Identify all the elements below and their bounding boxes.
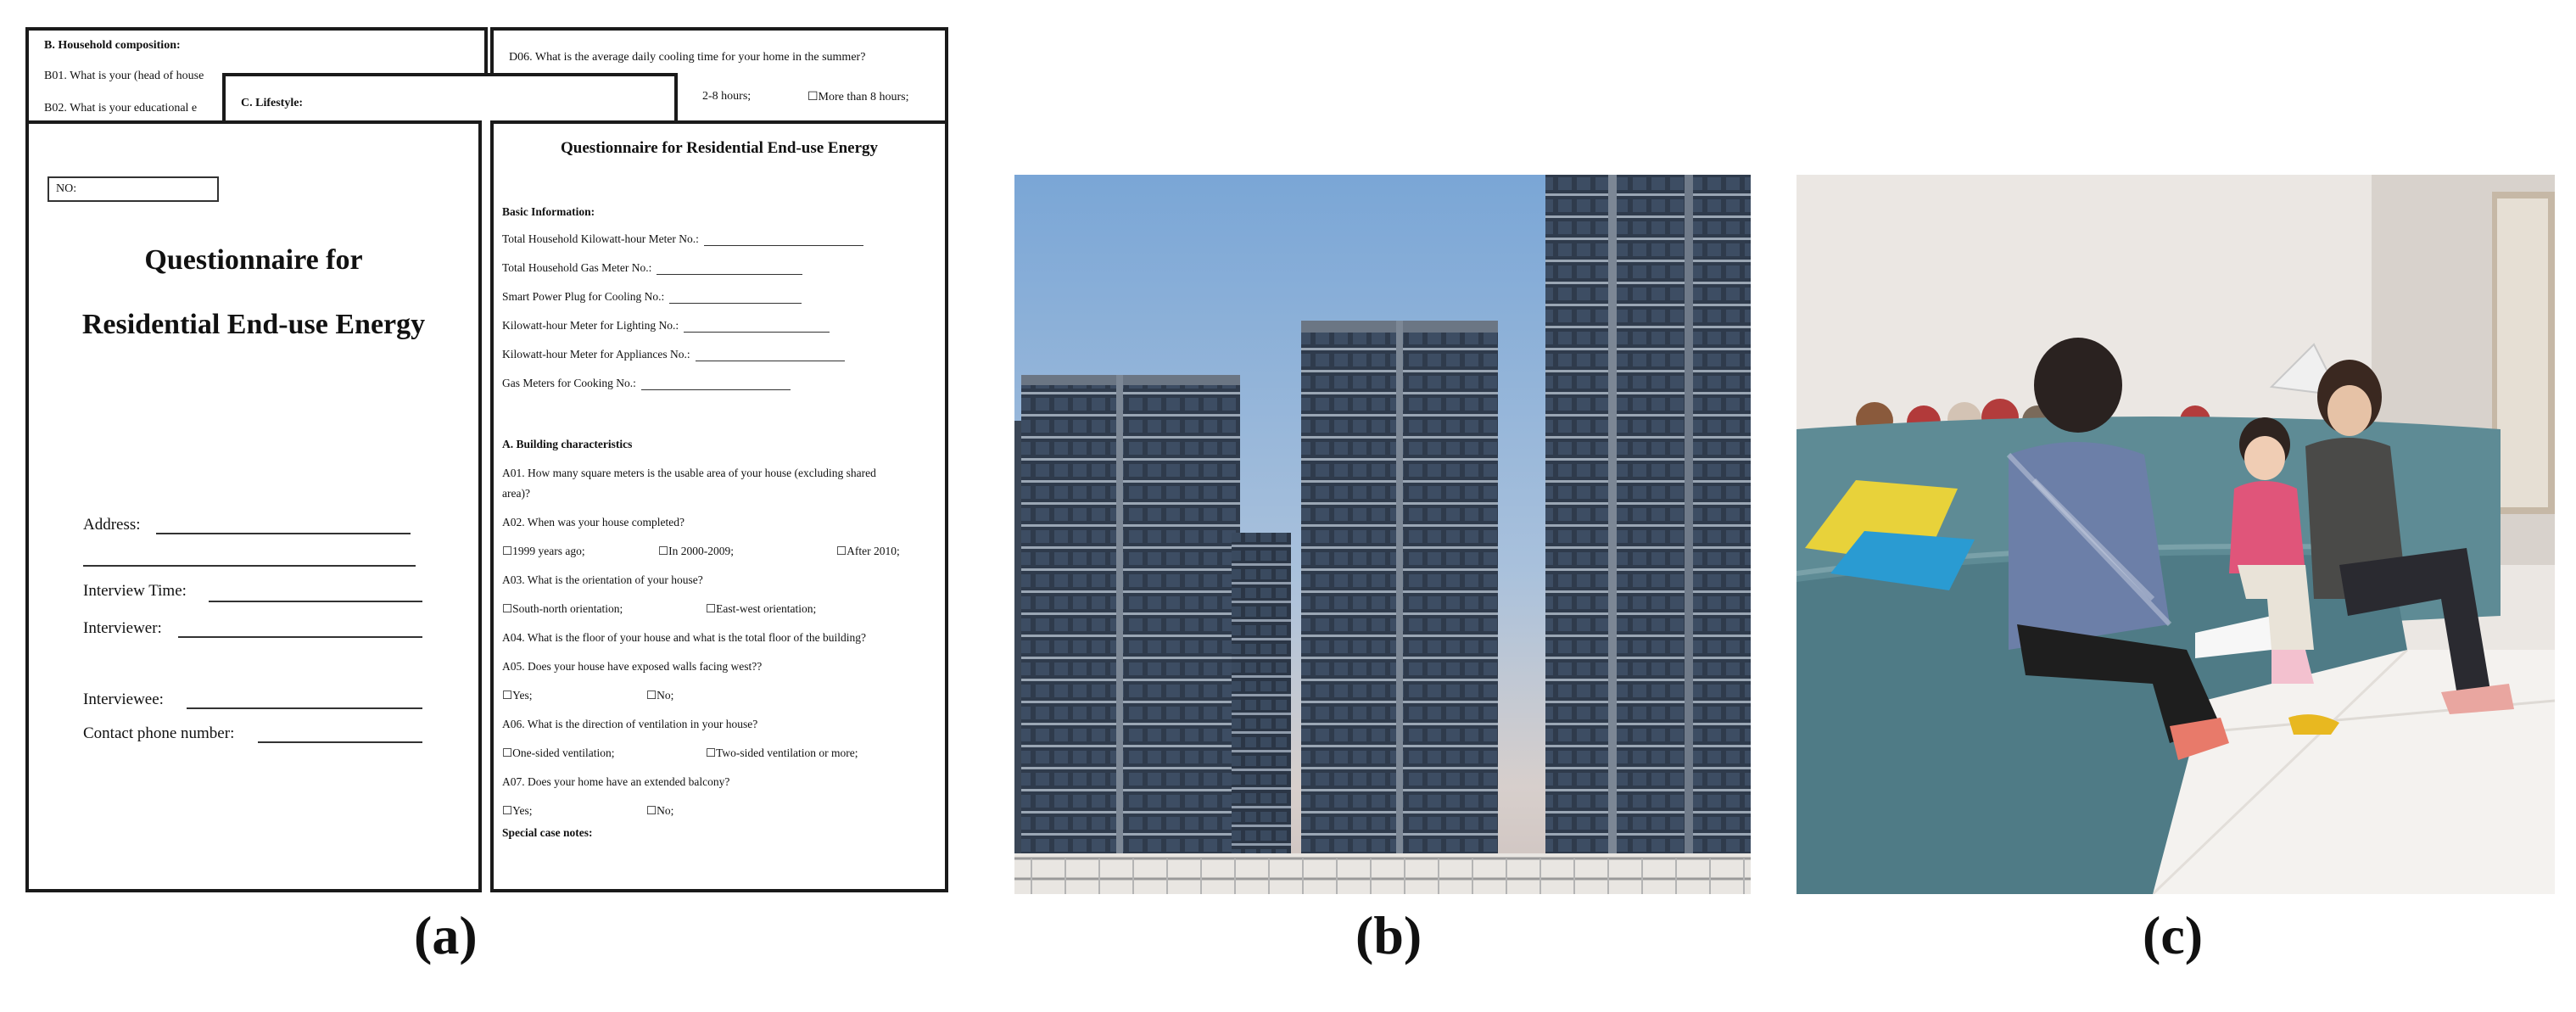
special-notes-label: Special case notes:: [502, 826, 593, 839]
interview-time-line: [209, 601, 422, 602]
caption-c: (c): [2143, 905, 2204, 965]
d06-question: D06. What is the average daily cooling time for your home in the summer?: [509, 51, 866, 64]
a05-option-yes[interactable]: ☐Yes;: [502, 689, 533, 702]
number-box: [47, 176, 219, 202]
basic-item-cooking: Gas Meters for Cooking No.:: [502, 377, 791, 390]
interviewee-label: Interviewee:: [83, 691, 164, 708]
basic-item-gas: Total Household Gas Meter No.:: [502, 261, 802, 275]
a01-question: A01. How many square meters is the usable area of your house (excluding shared: [502, 467, 876, 479]
cover-title-line1: Questionnaire for: [144, 244, 363, 276]
d06-option-more: ☐More than 8 hours;: [807, 91, 909, 103]
a01-question-cont: area)?: [502, 487, 530, 500]
a02-option-1[interactable]: ☐1999 years ago;: [502, 545, 585, 557]
household-heading: B. Household composition:: [44, 39, 181, 52]
household-interview-photo: [1796, 175, 2555, 894]
number-label: NO:: [56, 182, 77, 195]
a07-option-yes[interactable]: ☐Yes;: [502, 804, 533, 817]
a07-question: A07. Does your home have an extended balcony?: [502, 775, 730, 788]
address-label: Address:: [83, 516, 141, 534]
a02-option-3[interactable]: ☐After 2010;: [836, 545, 900, 557]
phone-line: [258, 741, 422, 743]
form-sheet: [490, 120, 948, 892]
b01-question: B01. What is your (head of house: [44, 70, 204, 82]
basic-item-plug: Smart Power Plug for Cooling No.:: [502, 290, 802, 304]
interviewer-line: [178, 636, 422, 638]
basic-item-appliances: Kilowatt-hour Meter for Appliances No.:: [502, 348, 845, 361]
cover-title-line2: Residential End-use Energy: [81, 309, 426, 340]
building-heading: A. Building characteristics: [502, 438, 633, 450]
b02-question: B02. What is your educational e: [44, 102, 198, 115]
caption-b: (b): [1355, 905, 1422, 965]
a05-option-no[interactable]: ☐No;: [646, 689, 674, 702]
phone-label: Contact phone number:: [83, 724, 235, 742]
a07-option-no[interactable]: ☐No;: [646, 804, 674, 817]
basic-item-kwh: Total Household Kilowatt-hour Meter No.:: [502, 232, 863, 246]
a03-question: A03. What is the orientation of your house?: [502, 573, 703, 586]
basic-item-lighting: Kilowatt-hour Meter for Lighting No.:: [502, 319, 830, 333]
a04-question: A04. What is the floor of your house and what is the total floor of the building?: [502, 631, 867, 644]
a03-option-1[interactable]: ☐South-north orientation;: [502, 602, 623, 615]
address-line-2: [83, 565, 416, 567]
a02-question: A02. When was your house completed?: [502, 516, 685, 528]
a05-question: A05. Does your house have exposed walls facing west??: [502, 660, 763, 673]
a06-option-2[interactable]: ☐Two-sided ventilation or more;: [706, 746, 858, 759]
basic-info-heading: Basic Information:: [502, 205, 595, 218]
a06-question: A06. What is the direction of ventilation in your house?: [502, 718, 758, 730]
d06-option-mid: 2-8 hours;: [702, 90, 752, 103]
a02-option-2[interactable]: ☐In 2000-2009;: [658, 545, 734, 557]
high-rise-buildings-photo: [1014, 175, 1751, 894]
form-title: Questionnaire for Residential End-use Energy: [560, 139, 879, 157]
interview-time-label: Interview Time:: [83, 582, 187, 600]
cover-sheet: [25, 120, 482, 892]
a03-option-2[interactable]: ☐East-west orientation;: [706, 602, 817, 615]
caption-a: (a): [414, 905, 478, 965]
address-line: [156, 533, 411, 534]
lifestyle-heading: C. Lifestyle:: [241, 97, 304, 109]
interviewee-line: [187, 707, 422, 709]
a06-option-1[interactable]: ☐One-sided ventilation;: [502, 746, 615, 759]
interviewer-label: Interviewer:: [83, 619, 162, 637]
